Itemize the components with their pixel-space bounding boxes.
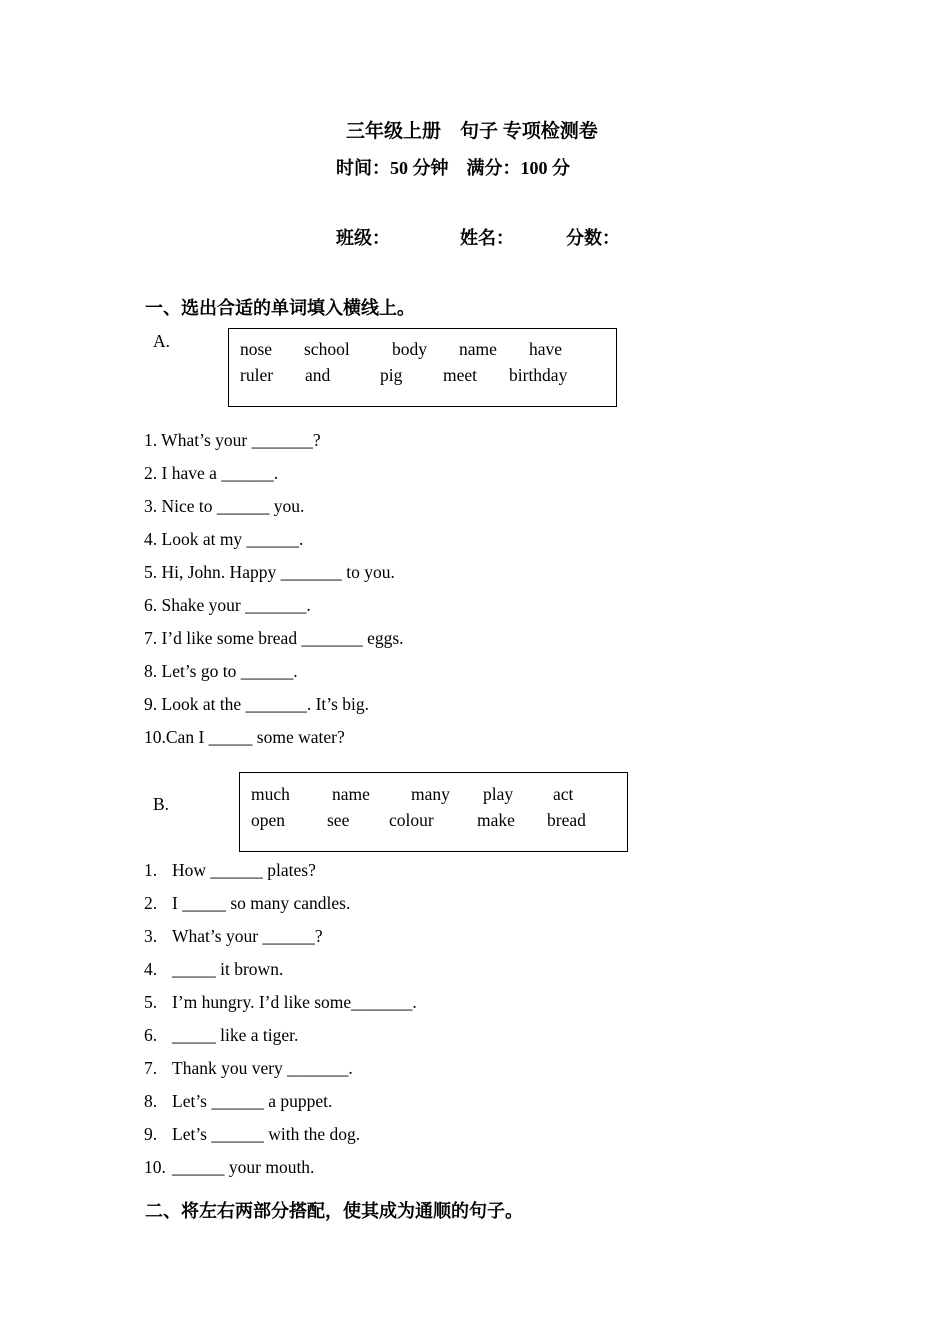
part-a-label: A.	[153, 331, 171, 351]
word-bank-item: open	[251, 810, 286, 830]
word-bank-item: have	[529, 339, 563, 359]
question-a-10: 10.Can I _____ some water?	[144, 727, 345, 747]
word-bank-item: nose	[240, 339, 273, 359]
word-bank-item: body	[392, 339, 427, 359]
word-bank-item: much	[251, 784, 290, 804]
section1-heading: 一、选出合适的单词填入横线上。	[145, 298, 415, 318]
word-bank-item: name	[459, 339, 497, 359]
score-label: 分数：	[566, 228, 620, 248]
word-bank-item: ruler	[240, 365, 274, 385]
word-bank-item: name	[332, 784, 370, 804]
word-bank-item: see	[327, 810, 350, 830]
word-bank-item: birthday	[509, 365, 568, 385]
question-b-6: _____ like a tiger.	[172, 1025, 299, 1045]
word-bank-item: play	[483, 784, 514, 804]
word-bank-item: many	[411, 784, 450, 804]
word-bank-item: make	[477, 810, 515, 830]
question-b-4-num: 4.	[144, 959, 158, 979]
word-bank-item: bread	[547, 810, 586, 830]
section2-heading: 二、将左右两部分搭配，使其成为通顺的句子。	[145, 1201, 523, 1221]
word-bank-item: act	[553, 784, 574, 804]
question-a-8: 8. Let’s go to ______.	[144, 661, 298, 681]
question-b-7-num: 7.	[144, 1058, 158, 1078]
question-a-7: 7. I’d like some bread _______ eggs.	[144, 628, 404, 648]
question-b-6-num: 6.	[144, 1025, 158, 1045]
question-b-2-num: 2.	[144, 893, 158, 913]
part-b-label: B.	[153, 794, 170, 814]
question-a-2: 2. I have a ______.	[144, 463, 279, 483]
question-a-9: 9. Look at the _______. It’s big.	[144, 694, 370, 714]
question-a-6: 6. Shake your _______.	[144, 595, 311, 615]
question-b-8: Let’s ______ a puppet.	[172, 1091, 333, 1111]
question-a-4: 4. Look at my ______.	[144, 529, 304, 549]
word-bank-item: school	[304, 339, 350, 359]
word-bank-item: colour	[389, 810, 434, 830]
question-b-5: I’m hungry. I’d like some_______.	[172, 992, 417, 1012]
question-a-5: 5. Hi, John. Happy _______ to you.	[144, 562, 395, 582]
question-b-8-num: 8.	[144, 1091, 158, 1111]
question-b-2: I _____ so many candles.	[172, 893, 351, 913]
question-b-4: _____ it brown.	[172, 959, 284, 979]
word-bank-item: and	[305, 365, 331, 385]
word-bank-b	[239, 772, 628, 852]
question-b-7: Thank you very _______.	[172, 1058, 353, 1078]
question-b-10: ______ your mouth.	[172, 1157, 315, 1177]
page-title: 三年级上册 句子 专项检测卷	[346, 121, 598, 142]
question-b-3: What’s your ______?	[172, 926, 323, 946]
question-b-9-num: 9.	[144, 1124, 158, 1144]
question-b-9: Let’s ______ with the dog.	[172, 1124, 361, 1144]
question-b-1: How ______ plates?	[172, 860, 316, 880]
word-bank-a	[228, 328, 617, 407]
question-b-1-num: 1.	[144, 860, 158, 880]
time-score-line: 时间：50 分钟 满分：100 分	[336, 158, 570, 178]
question-b-5-num: 5.	[144, 992, 158, 1012]
word-bank-item: meet	[443, 365, 478, 385]
question-a-3: 3. Nice to ______ you.	[144, 496, 305, 516]
question-b-3-num: 3.	[144, 926, 158, 946]
class-label: 班级：	[336, 228, 390, 248]
name-label: 姓名：	[460, 228, 514, 248]
question-a-1: 1. What’s your _______?	[144, 430, 321, 450]
word-bank-item: pig	[380, 365, 403, 385]
question-b-10-num: 10.	[144, 1157, 166, 1177]
